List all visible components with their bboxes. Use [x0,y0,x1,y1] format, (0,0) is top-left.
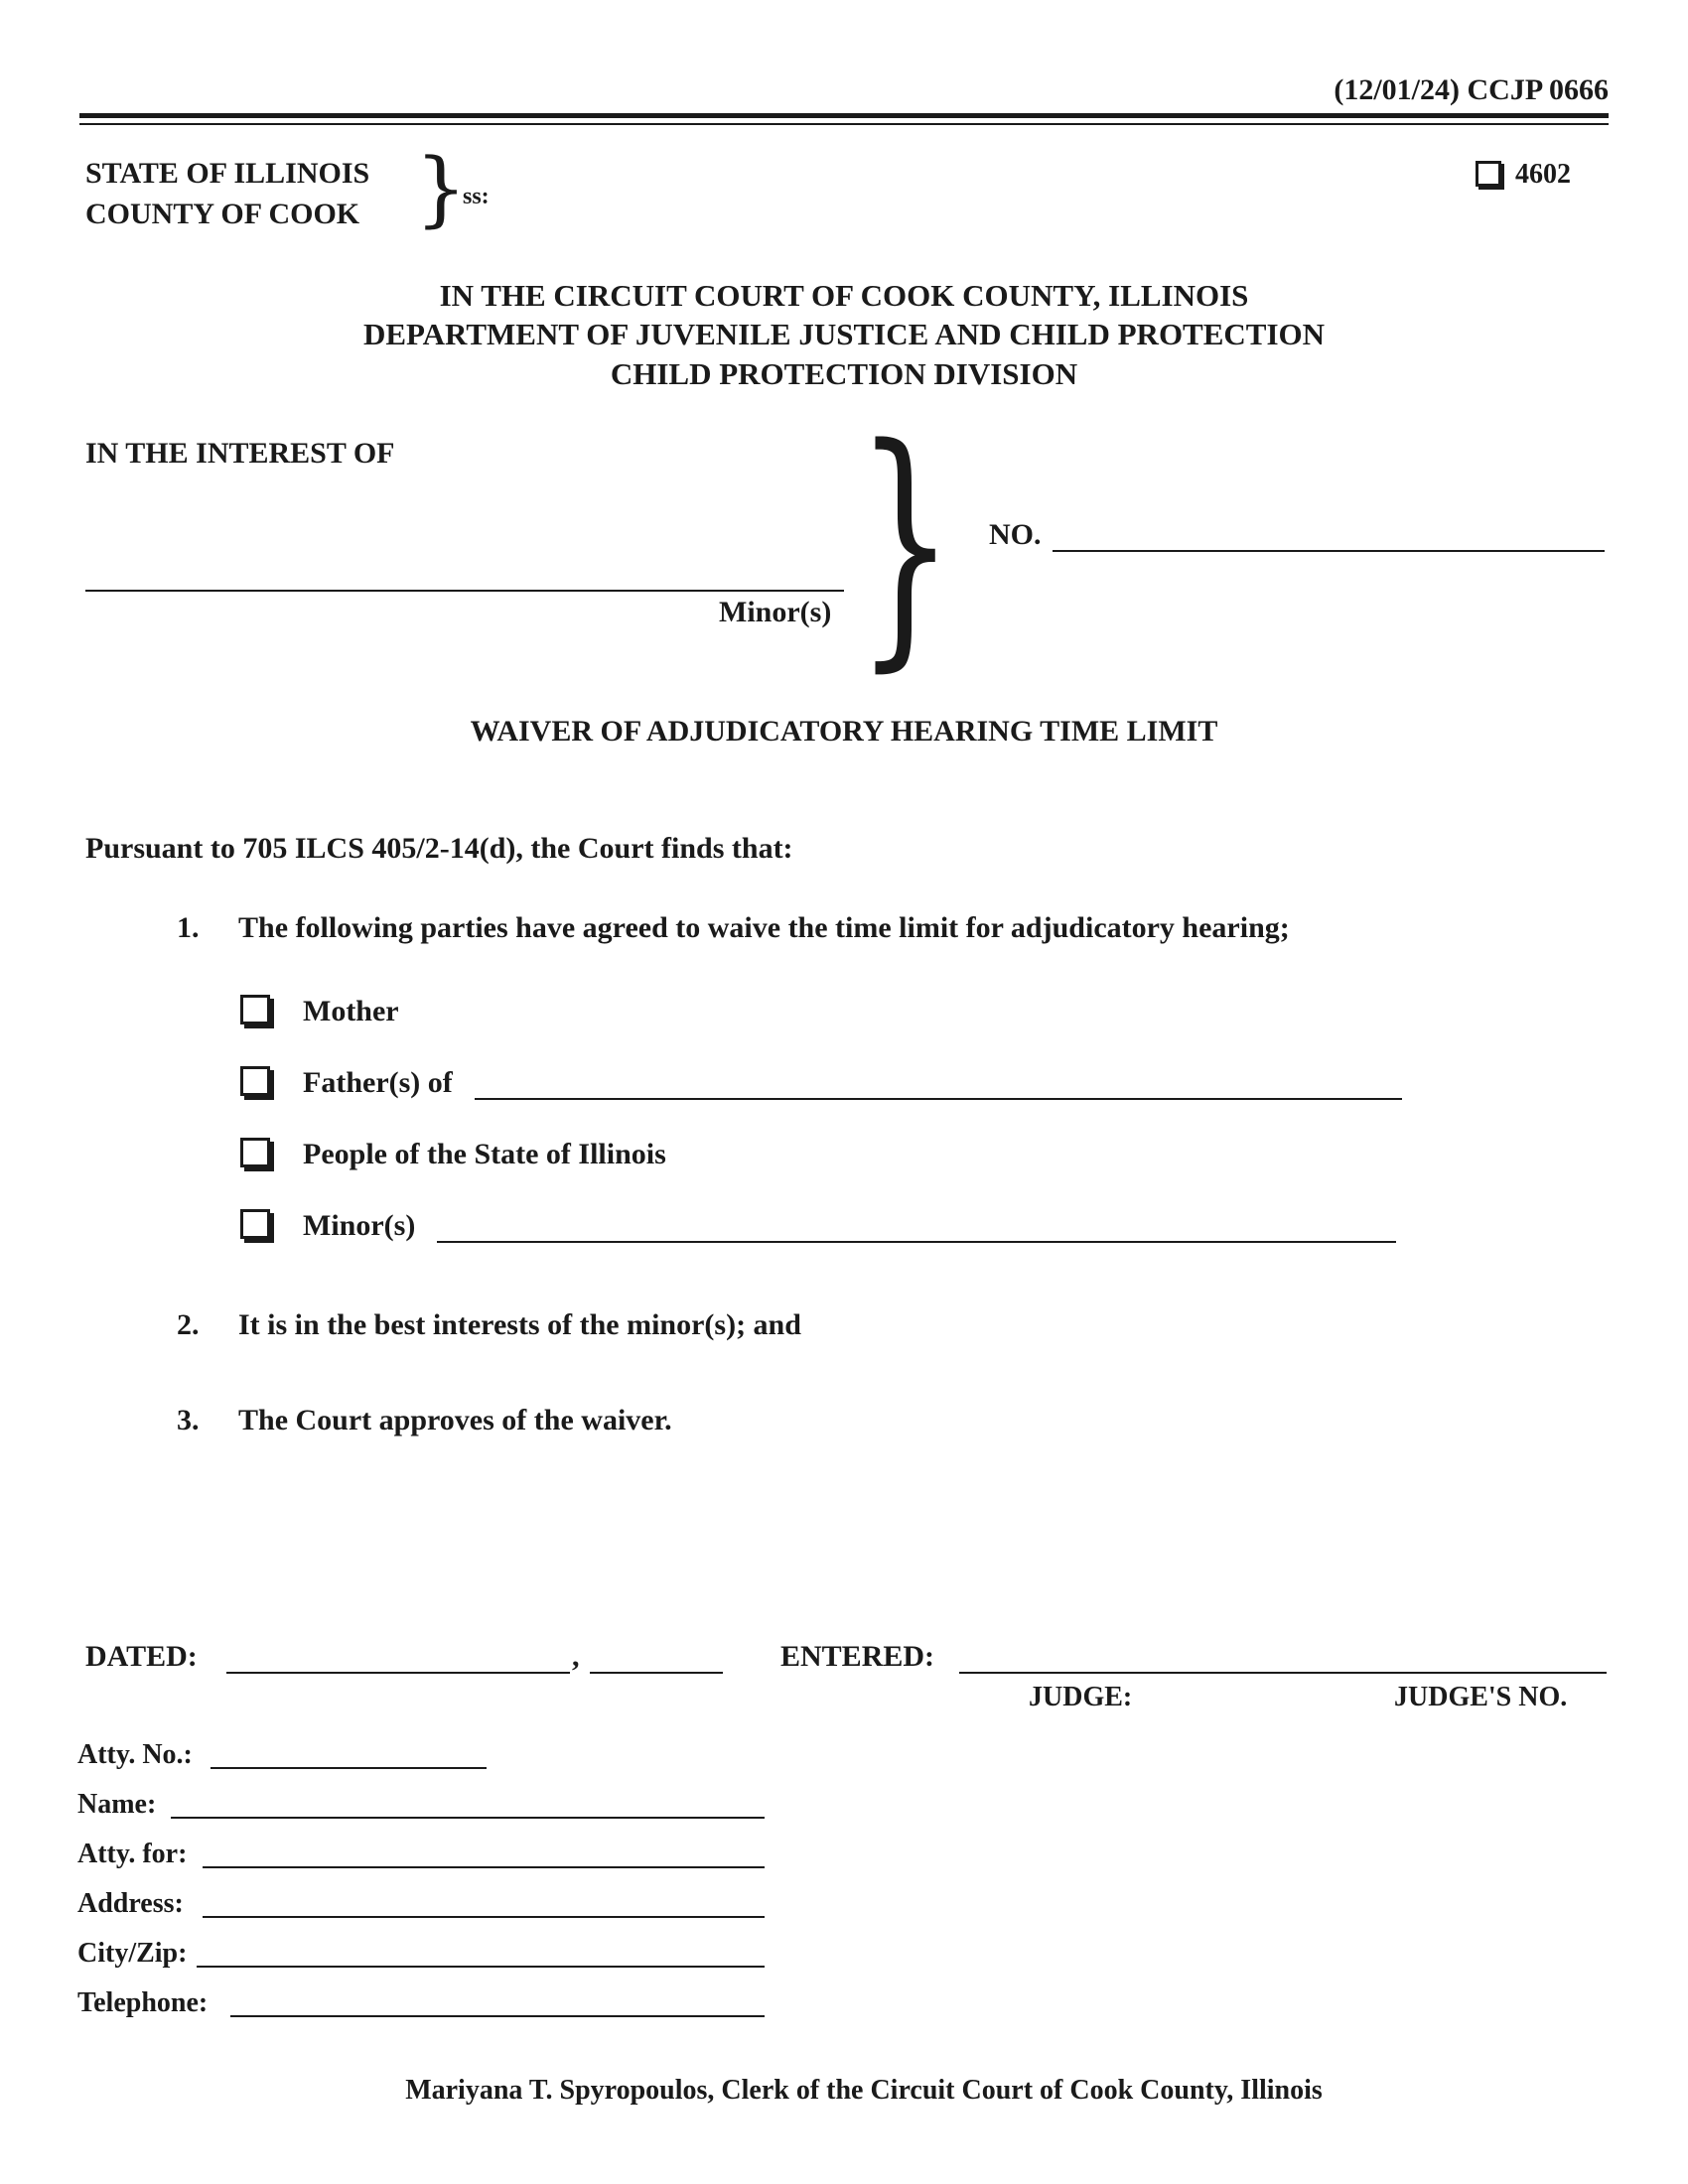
venue-ss: ss: [463,184,490,209]
item-1-text: The following parties have agreed to waive the time limit for adjudicatory hearing; [238,911,1290,944]
mother-checkbox[interactable] [240,995,270,1024]
name-label: Name: [77,1789,157,1820]
judge-signature-line[interactable] [959,1672,1607,1674]
minor-name-line[interactable] [85,590,844,592]
court-line-1: IN THE CIRCUIT COURT OF COOK COUNTY, ILLINOIS [439,278,1249,313]
form-number-checkbox[interactable] [1476,161,1501,187]
telephone-line[interactable] [230,2015,765,2017]
judge-label: JUDGE: [1029,1682,1133,1712]
venue-state: STATE OF ILLINOIS [85,157,370,190]
entered-label: ENTERED: [780,1640,935,1673]
atty-for-label: Atty. for: [77,1839,188,1869]
clerk-footer: Mariyana T. Spyropoulos, Clerk of the Circuit Court of Cook County, Illinois [405,2075,1323,2106]
party-father-label: Father(s) of [303,1066,453,1099]
atty-no-label: Atty. No.: [77,1739,193,1770]
city-zip-label: City/Zip: [77,1938,188,1969]
year-line[interactable] [590,1672,723,1674]
judge-no-label: JUDGE'S NO. [1394,1682,1568,1712]
party-minors-label: Minor(s) [303,1209,416,1242]
party-people-label: People of the State of Illinois [303,1138,666,1170]
address-label: Address: [77,1888,184,1919]
court-line-2: DEPARTMENT OF JUVENILE JUSTICE AND CHILD PROTECTION [362,317,1326,351]
telephone-label: Telephone: [77,1987,209,2018]
item-2-number: 2. [177,1308,200,1341]
people-checkbox[interactable] [240,1138,270,1167]
date-line[interactable] [226,1672,570,1674]
atty-no-line[interactable] [211,1767,487,1769]
minors-name-line[interactable] [437,1241,1396,1243]
father-checkbox[interactable] [240,1066,270,1096]
form-title: WAIVER OF ADJUDICATORY HEARING TIME LIMIT [470,715,1218,748]
date-comma: , [572,1640,580,1673]
item-3-text: The Court approves of the waiver. [238,1404,672,1436]
court-line-3: CHILD PROTECTION DIVISION [610,356,1078,391]
name-line[interactable] [171,1817,765,1819]
header-rule-thick [79,113,1609,118]
city-zip-line[interactable] [197,1966,765,1968]
party-mother-label: Mother [303,995,399,1027]
item-2-text: It is in the best interests of the minor(s); and [238,1308,801,1341]
dated-label: DATED: [85,1640,198,1673]
atty-for-line[interactable] [203,1866,765,1868]
interest-of-label: IN THE INTEREST OF [85,437,395,470]
venue-brace: } [415,142,468,236]
venue-county: COUNTY OF COOK [85,198,360,230]
address-line[interactable] [203,1916,765,1918]
form-number: 4602 [1515,159,1571,190]
header-rule-thin [79,123,1609,125]
case-no-label: NO. [989,518,1042,551]
minors-checkbox[interactable] [240,1209,270,1239]
minors-label: Minor(s) [719,596,832,628]
intro-text: Pursuant to 705 ILCS 405/2-14(d), the Court finds that: [85,832,793,865]
item-3-number: 3. [177,1404,200,1436]
form-code: (12/01/24) CCJP 0666 [1334,73,1609,106]
father-name-line[interactable] [475,1098,1402,1100]
caption-brace: } [856,394,955,694]
case-no-line[interactable] [1053,550,1605,552]
item-1-number: 1. [177,911,200,944]
